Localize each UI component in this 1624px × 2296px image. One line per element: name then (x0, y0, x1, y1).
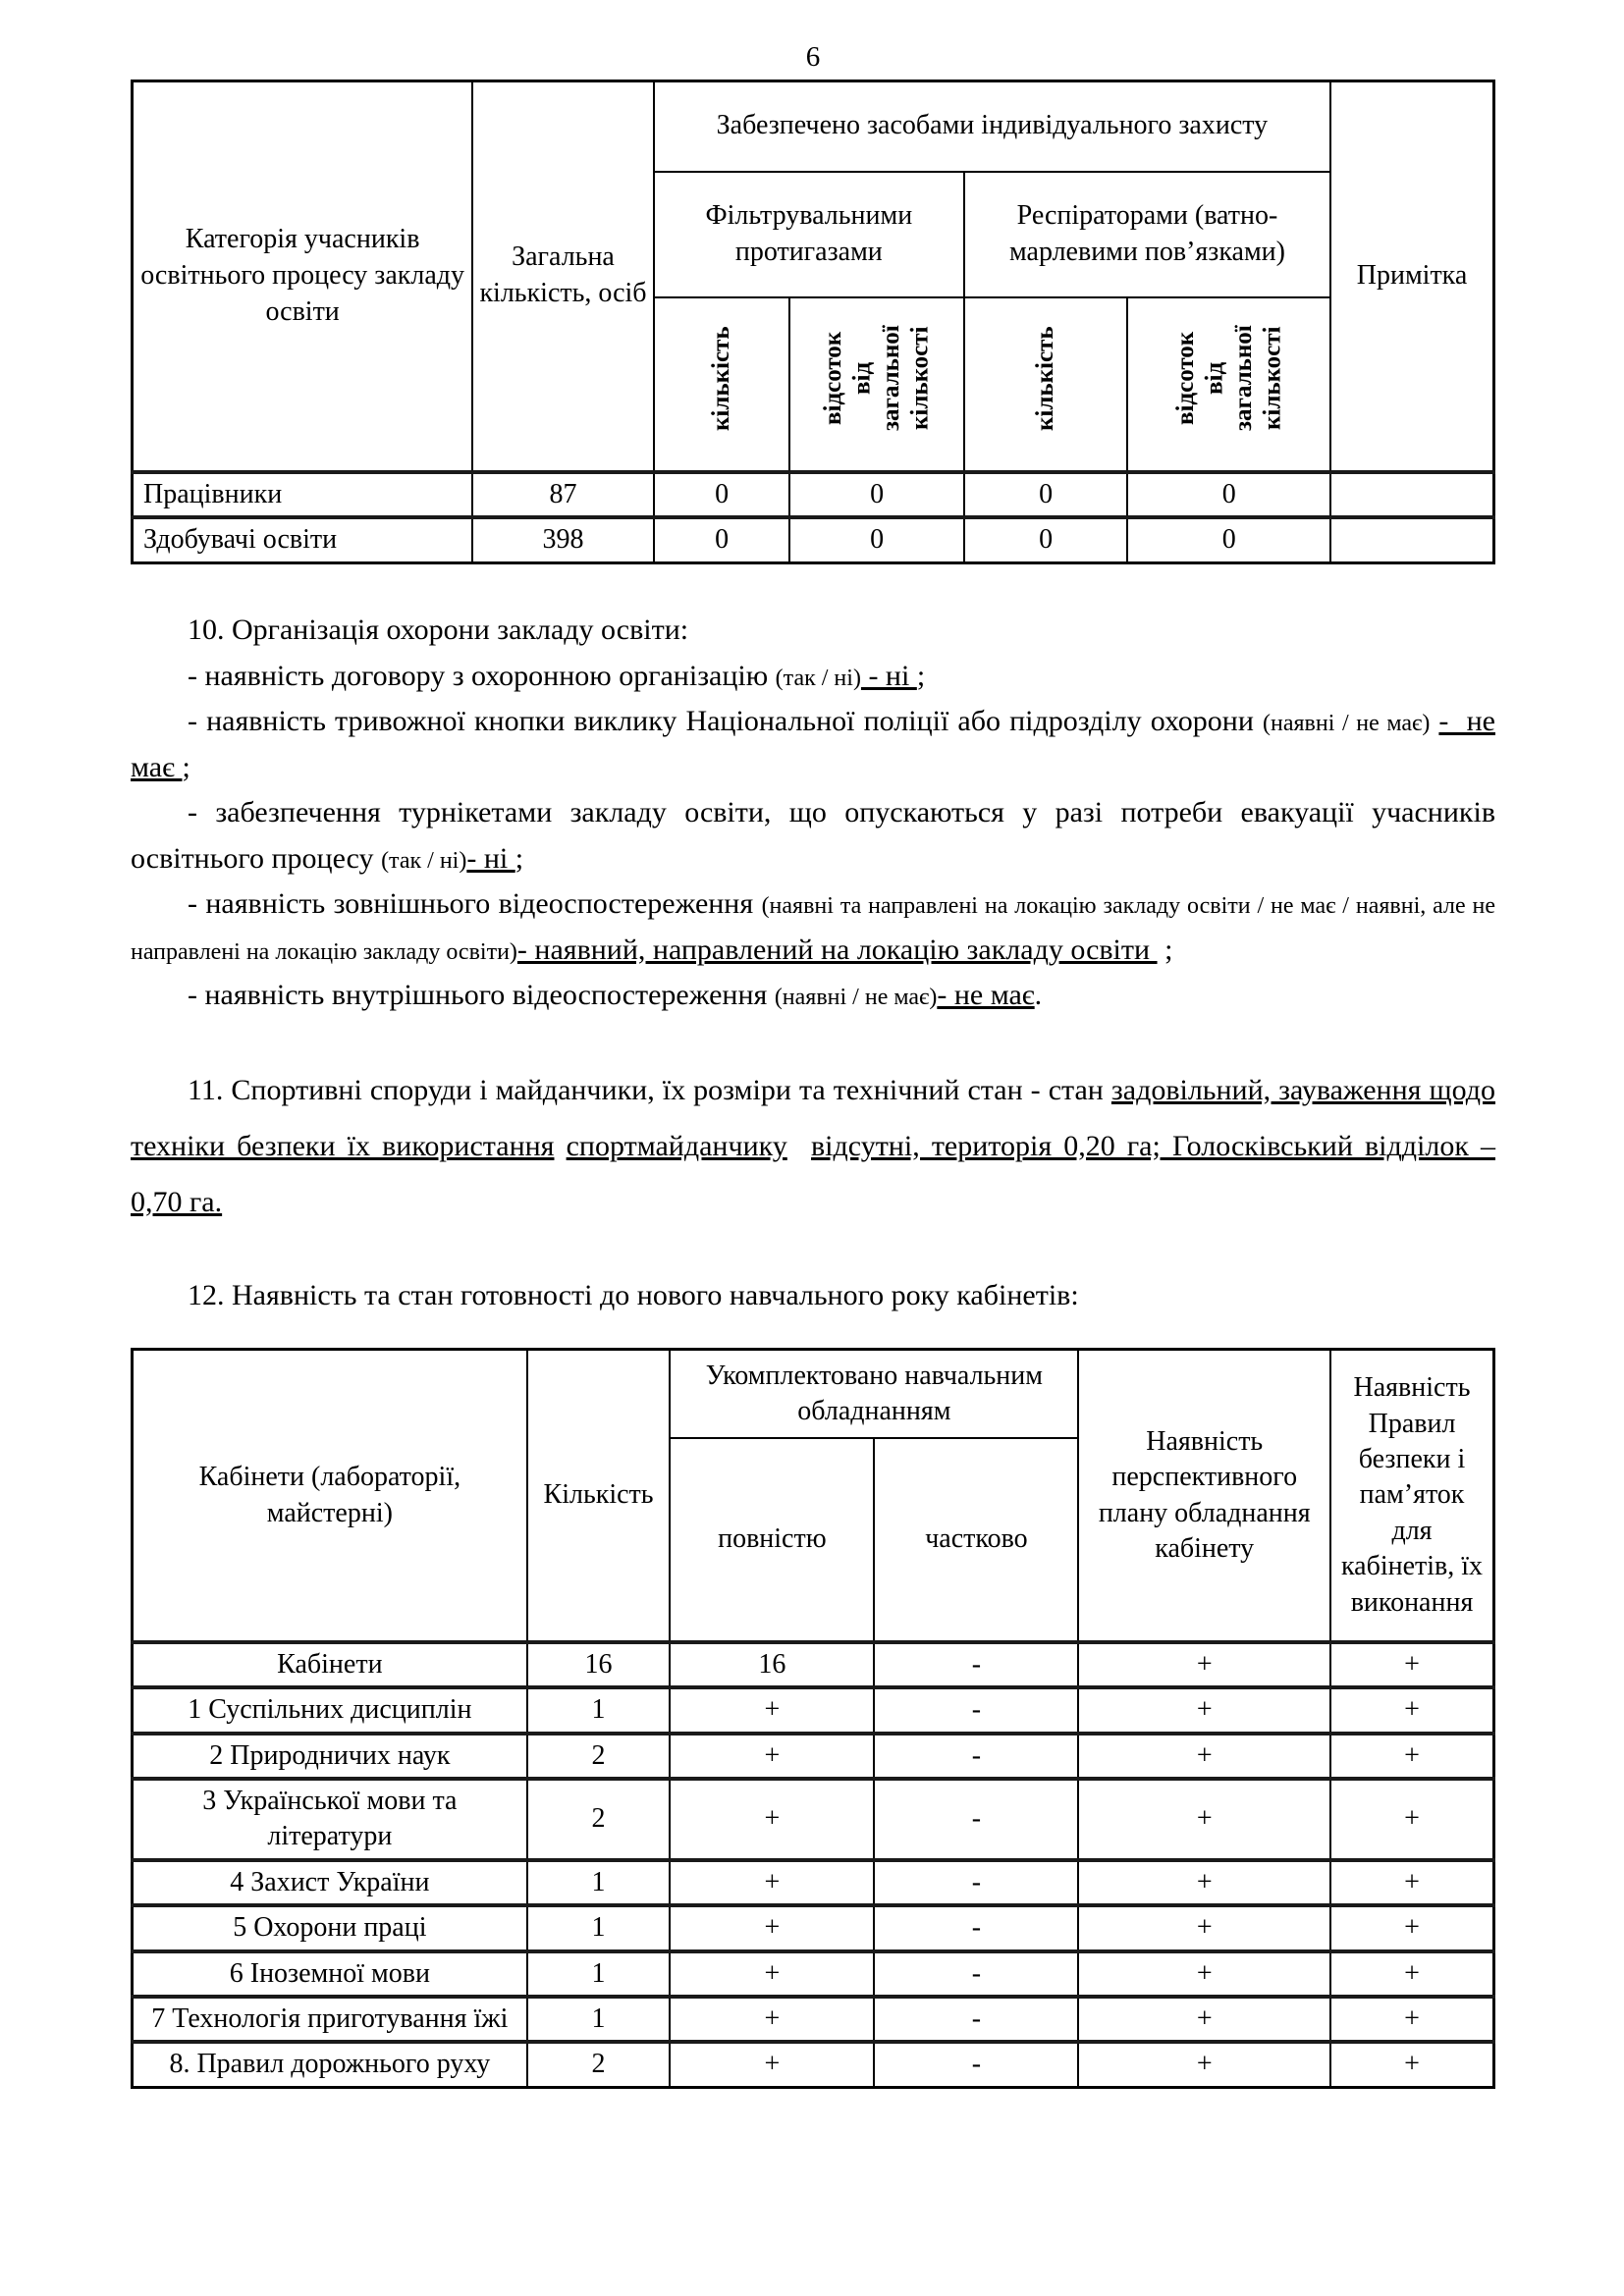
table-cell-rules: + (1330, 1951, 1493, 1997)
table-cell-gasmask-qty: 0 (654, 472, 790, 518)
table-cell-fully: + (670, 1734, 874, 1779)
table-cell-room: 1 Суспільних дисциплін (133, 1687, 527, 1733)
security-item-3 (131, 790, 1495, 881)
section-10-title: 10. Організація охорони закладу освіти: (188, 614, 689, 647)
rotated-label: відсоток від загальної кількості (820, 325, 934, 432)
table-cell-qty: 1 (527, 1905, 671, 1950)
item-answer-underlined: - ні (860, 659, 917, 692)
table-cell-qty: 2 (527, 1779, 671, 1860)
t2-header-rules: Наявність Правил безпеки і пам’яток для кабінетів, їх виконання (1330, 1350, 1493, 1642)
table-cell-room: Кабінети (133, 1642, 527, 1687)
table-cell-plan: + (1078, 1860, 1330, 1905)
item-answer-underlined: - ні (466, 841, 515, 875)
section-11-paragraph (131, 1062, 1495, 1230)
table-row (133, 1951, 1494, 1997)
table-cell-plan: + (1078, 1951, 1330, 1997)
table-cell-partially: - (874, 1687, 1078, 1733)
t1-header-respirators: Респіраторами (ватно-марлевими пов’язками) (964, 172, 1330, 297)
section-11-gap (787, 1130, 811, 1162)
table-cell-partially: - (874, 1951, 1078, 1997)
table-cell-plan: + (1078, 2042, 1330, 2087)
table-cell-qty: 1 (527, 1860, 671, 1905)
ppe-table (131, 80, 1495, 564)
item-variants: (наявні та направлені на локацію закладу освіти / не має / наявні, але не направлені на локацію закладу освіти) (131, 893, 1495, 965)
t2-header-plan: Наявність перспективного плану обладнання кабінету (1078, 1350, 1330, 1642)
security-item-1 (131, 654, 1495, 700)
table-cell-rules: + (1330, 1997, 1493, 2042)
table-header-row (133, 81, 1494, 172)
item-answer-underlined: - наявний, направлений на локацію закладу освіти (516, 933, 1158, 966)
rotated-label: кількість (708, 326, 735, 431)
security-item-2 (131, 699, 1495, 790)
table-cell-note (1330, 472, 1493, 518)
table-cell-resp-pct: 0 (1127, 472, 1330, 518)
section-11-answer-underlined: відсутні, територія 0,20 га; Голосківський відділок – 0,70 га. (131, 1129, 1496, 1218)
table-cell-fully: + (670, 1687, 874, 1733)
section-11-answer-underlined: спортмайданчику (566, 1129, 787, 1162)
section-11-answer-underlined: задовільний, зауваження щодо техніки безпеки їх використання (131, 1073, 1496, 1162)
table-cell-qty: 1 (527, 1687, 671, 1733)
table-cell-plan: + (1078, 1779, 1330, 1860)
table-cell-partially: - (874, 2042, 1078, 2087)
table-cell-plan: + (1078, 1997, 1330, 2042)
table-cell-plan: + (1078, 1687, 1330, 1733)
table-row (133, 1997, 1494, 2042)
table-cell-fully: + (670, 2042, 874, 2087)
t1-header-provided: Забезпечено засобами індивідуального захисту (654, 81, 1330, 172)
table-header-row (133, 1350, 1494, 1438)
table-cell-room: 5 Охорони праці (133, 1905, 527, 1950)
item-tail: ; (182, 750, 190, 783)
table-row (133, 1734, 1494, 1779)
page-number: 6 (805, 41, 821, 73)
table-cell-resp-qty: 0 (964, 472, 1127, 518)
table-cell-qty: 1 (527, 1997, 671, 2042)
t2-header-rooms: Кабінети (лабораторії, майстерні) (133, 1350, 527, 1642)
table-cell-total: 398 (472, 517, 653, 562)
item-text: - наявність договору з охоронною організацію (188, 659, 776, 692)
table-cell-fully: + (670, 1905, 874, 1950)
table-row (133, 1860, 1494, 1905)
table-cell-resp-qty: 0 (964, 517, 1127, 562)
table-row (133, 472, 1494, 518)
item-answer-underlined: - не має (131, 705, 1495, 783)
table-cell-partially: - (874, 1860, 1078, 1905)
t2-header-fully: повністю (670, 1438, 874, 1642)
table-cell-fully: + (670, 1779, 874, 1860)
table-cell-total: 87 (472, 472, 653, 518)
table-cell-note (1330, 517, 1493, 562)
item-variants: (так / ні) (775, 665, 861, 691)
table-cell-room: 4 Захист України (133, 1860, 527, 1905)
table-cell-rules: + (1330, 2042, 1493, 2087)
table-cell-rules: + (1330, 1905, 1493, 1950)
table-cell-partially: - (874, 1905, 1078, 1950)
table-cell-category: Здобувачі освіти (133, 517, 473, 562)
table-cell-category: Працівники (133, 472, 473, 518)
table-row (133, 1687, 1494, 1733)
item-variants: (наявні / не має) (1263, 711, 1431, 737)
table-cell-qty: 2 (527, 1734, 671, 1779)
t1-header-gasmask-qty (654, 297, 790, 472)
table-cell-plan: + (1078, 1734, 1330, 1779)
table-row (133, 1642, 1494, 1687)
item-text: - наявність внутрішнього відеоспостереження (188, 979, 775, 1012)
section-11-text: 11. Спортивні споруди і майданчики, їх розміри та технічний стан - стан (188, 1073, 1111, 1106)
t2-header-partially: частково (874, 1438, 1078, 1642)
item-text: - забезпечення турнікетами закладу освіти, що опускаються у разі потреби евакуації учасників освітнього процесу (131, 796, 1495, 875)
t1-header-filtering: Фільтрувальними протигазами (654, 172, 964, 297)
table-cell-room: 8. Правил дорожнього руху (133, 2042, 527, 2087)
table-cell-fully: 16 (670, 1642, 874, 1687)
table-row (133, 517, 1494, 562)
table-cell-gasmask-pct: 0 (789, 472, 964, 518)
table-cell-plan: + (1078, 1905, 1330, 1950)
item-text: - наявність тривожної кнопки виклику Національної поліції або підрозділу охорони (188, 705, 1264, 738)
classrooms-table (131, 1348, 1495, 2088)
table-cell-gasmask-qty: 0 (654, 517, 790, 562)
table-cell-partially: - (874, 1734, 1078, 1779)
item-variants: (так / ні) (381, 847, 467, 874)
table-row (133, 2042, 1494, 2087)
table-cell-rules: + (1330, 1642, 1493, 1687)
t1-header-note: Примітка (1330, 81, 1493, 472)
table-cell-qty: 2 (527, 2042, 671, 2087)
item-text: - наявність зовнішнього відеоспостереження (188, 887, 762, 921)
t1-header-gasmask-pct (789, 297, 964, 472)
item-tail: . (1034, 979, 1043, 1012)
t2-header-qty: Кількість (527, 1350, 671, 1642)
t1-header-category: Категорія учасників освітнього процесу закладу освіти (133, 81, 473, 472)
item-variants: (наявні / не має) (774, 985, 938, 1011)
table-cell-partially: - (874, 1779, 1078, 1860)
item-tail: ; (916, 659, 926, 692)
table-cell-partially: - (874, 1997, 1078, 2042)
table-cell-room: 2 Природничих наук (133, 1734, 527, 1779)
table-cell-room: 3 Української мови та літератури (133, 1779, 527, 1860)
table-cell-qty: 16 (527, 1642, 671, 1687)
section-12-title: 12. Наявність та стан готовності до нового навчального року кабінетів: (188, 1278, 1079, 1311)
table-cell-partially: - (874, 1642, 1078, 1687)
table-cell-fully: + (670, 1951, 874, 1997)
item-tail: ; (1157, 933, 1173, 966)
security-item-4 (131, 881, 1495, 973)
table-cell-plan: + (1078, 1642, 1330, 1687)
table-cell-rules: + (1330, 1779, 1493, 1860)
table-row (133, 1779, 1494, 1860)
rotated-label: відсоток від загальної кількості (1171, 325, 1286, 432)
table-row (133, 1905, 1494, 1950)
rotated-label: кількість (1032, 326, 1059, 431)
t2-header-equipped: Укомплектовано навчальним обладнанням (670, 1350, 1078, 1438)
item-tail: ; (514, 841, 524, 875)
t1-header-total: Загальна кількість, осіб (472, 81, 653, 472)
table-cell-room: 6 Іноземної мови (133, 1951, 527, 1997)
t1-header-resp-qty (964, 297, 1127, 472)
item-answer-underlined: - не має (937, 979, 1035, 1012)
table-cell-qty: 1 (527, 1951, 671, 1997)
section-11-gap (554, 1130, 566, 1162)
table-cell-resp-pct: 0 (1127, 517, 1330, 562)
table-cell-rules: + (1330, 1734, 1493, 1779)
security-item-5 (131, 973, 1495, 1019)
table-cell-fully: + (670, 1860, 874, 1905)
table-cell-fully: + (670, 1997, 874, 2042)
t1-header-resp-pct (1127, 297, 1330, 472)
table-cell-gasmask-pct: 0 (789, 517, 964, 562)
table-cell-rules: + (1330, 1687, 1493, 1733)
table-cell-room: 7 Технологія приготування їжі (133, 1997, 527, 2042)
table-cell-rules: + (1330, 1860, 1493, 1905)
